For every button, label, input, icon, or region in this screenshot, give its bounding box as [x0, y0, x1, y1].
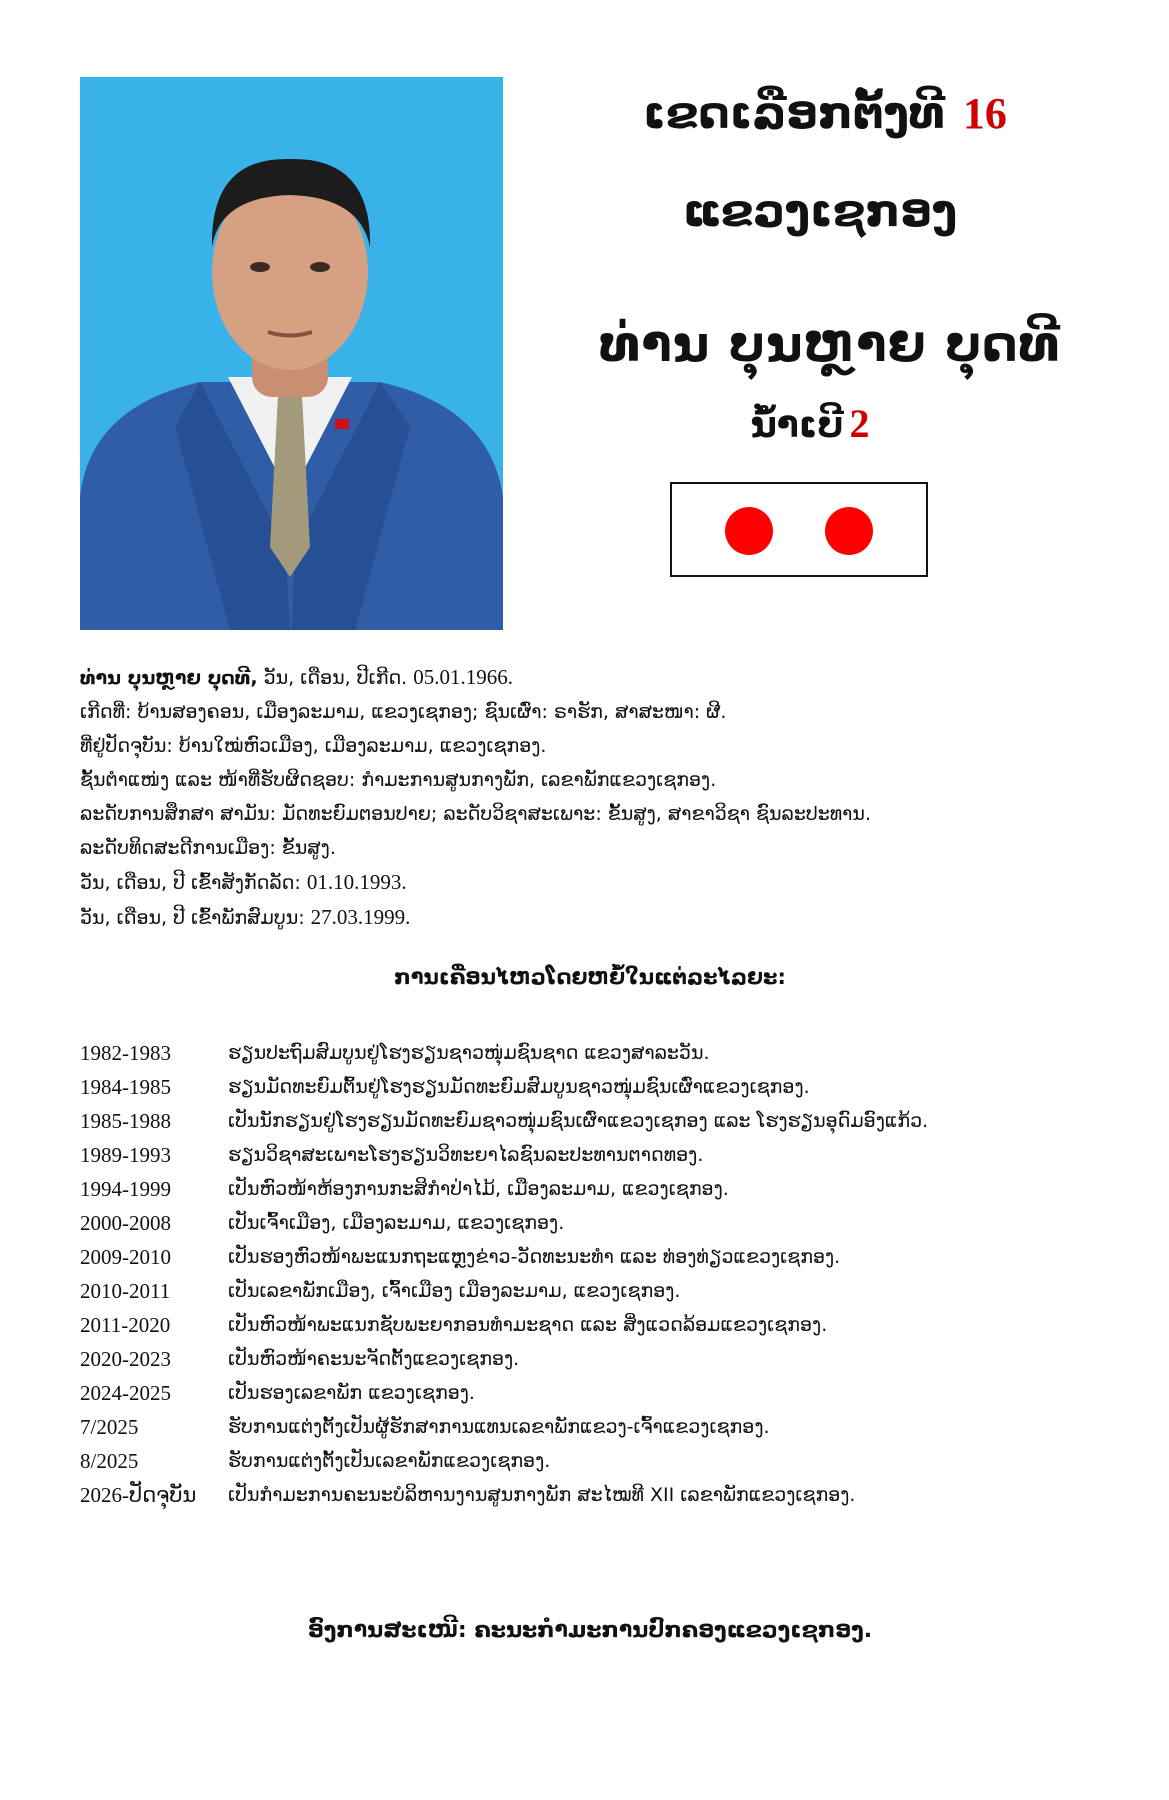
career-desc: ຮຽນມັດທະຍົມຕົ້ນຢູ່ໂຮງຮຽນມັດທະຍົມສົມບູນຊາວໜຸ່ມຊົນເຜົ່າແຂວງເຊກອງ.	[228, 1076, 810, 1098]
bio-line-7	[80, 865, 1100, 900]
career-period: 1994-1999	[80, 1176, 171, 1201]
bio-birth-label: ວັນ, ເດືອນ, ປີເກີດ.	[263, 667, 408, 689]
career-period: 1982-1983	[80, 1040, 171, 1065]
bio-state-date: 01.10.1993.	[306, 870, 407, 894]
career-desc: ເປັນຮອງຫົວໜ້າພະແນກຖະແຫຼງຂ່າວ-ວັດທະນະທໍາ ແລະ ທ່ອງທ່ຽວແຂວງເຊກອງ.	[228, 1246, 841, 1268]
career-period: 8/2025	[80, 1448, 139, 1473]
career-row	[80, 1206, 1130, 1240]
career-desc: ຮັບການແຕ່ງຕັ້ງເປັນເລຂາພັກແຂວງເຊກອງ.	[228, 1450, 551, 1472]
career-desc: ຮຽນປະຖົມສົມບູນຢູ່ໂຮງຮຽນຊາວໜຸ່ມຊົນຊາດ ແຂວງສາລະວັນ.	[228, 1042, 710, 1064]
career-desc: ເປັນກໍາມະການຄະນະບໍລິຫານງານສູນກາງພັກ ສະໄໝທີ XII ເລຂາພັກແຂວງເຊກອງ.	[228, 1484, 856, 1506]
career-row	[80, 1308, 1130, 1342]
career-period: 1985-1988	[80, 1108, 171, 1133]
career-period: 2024-2025	[80, 1380, 171, 1405]
career-period: 2026-ປັດຈຸບັນ	[80, 1482, 197, 1507]
bio-line-2: ເກີດທີ່: ບ້ານສອງຄອນ, ເມືອງລະມາມ, ແຂວງເຊກອງ; ຊົນເຜົ່າ: ຣາຮັກ, ສາສະໜາ: ຜີ.	[80, 701, 727, 723]
career-row	[80, 1410, 1130, 1444]
career-desc: ເປັນຫົວໜ້າຄະນະຈັດຕັ້ງແຂວງເຊກອງ.	[228, 1348, 520, 1370]
bio-line-4: ຊັ້ນຕໍາແໜ່ງ ແລະ ໜ້າທີ່ຮັບຜິດຊອບ: ກໍາມະການສູນກາງພັກ, ເລຂາພັກແຂວງເຊກອງ.	[80, 769, 717, 791]
career-row	[80, 1138, 1130, 1172]
district-label: ເຂດເລືອກຕັ້ງທີ	[643, 88, 945, 139]
ballot-symbol-box	[670, 482, 928, 577]
career-list	[80, 1036, 1130, 1512]
number-label: ນໍ້າເບີ	[750, 405, 844, 446]
career-period: 2010-2011	[80, 1278, 171, 1303]
bio-line-6: ລະດັບທິດສະດີການເມືອງ: ຂັ້ນສູງ.	[80, 837, 336, 859]
career-row	[80, 1478, 1130, 1512]
red-dot-1	[725, 507, 773, 555]
province-name: ແຂວງເຊກອງ	[682, 186, 958, 237]
bio-line-3: ທີ່ຢູ່ປັດຈຸບັນ: ບ້ານໃໝ່ຫົວເມືອງ, ເມືອງລະມາມ, ແຂວງເຊກອງ.	[80, 735, 547, 757]
bio-party-label: ວັນ, ເດືອນ, ປີ ເຂົ້າພັກສົມບູນ:	[80, 907, 305, 929]
candidate-name: ທ່ານ ບຸນຫຼາຍ ບຸດທີ	[599, 315, 1061, 373]
career-period: 2009-2010	[80, 1244, 171, 1269]
bio-party-date: 27.03.1999.	[310, 905, 411, 929]
biography	[80, 660, 1100, 935]
career-period: 1984-1985	[80, 1074, 171, 1099]
career-row	[80, 1036, 1130, 1070]
career-period: 7/2025	[80, 1414, 139, 1439]
career-row	[80, 1172, 1130, 1206]
candidate-photo	[80, 77, 503, 630]
district-number: 16	[962, 89, 1007, 138]
bio-line-1	[80, 660, 1100, 695]
career-row	[80, 1376, 1130, 1410]
career-row	[80, 1104, 1130, 1138]
career-row	[80, 1444, 1130, 1478]
career-period: 2011-2020	[80, 1312, 171, 1337]
career-desc: ເປັນຫົວໜ້າຫ້ອງການກະສິກໍາປ່າໄມ້, ເມືອງລະມາມ, ແຂວງເຊກອງ.	[228, 1178, 729, 1200]
career-desc: ເປັນເຈົ້າເມືອງ, ເມືອງລະມາມ, ແຂວງເຊກອງ.	[228, 1212, 565, 1234]
bio-line-5: ລະດັບການສຶກສາ ສາມັນ: ມັດທະຍົມຕອນປາຍ; ລະດັບວິຊາສະເພາະ: ຂັ້ນສູງ, ສາຂາວິຊາ ຊົນລະປະທານ.	[80, 803, 871, 825]
career-row	[80, 1070, 1130, 1104]
career-row	[80, 1274, 1130, 1308]
career-desc: ຮຽນວິຊາສະເພາະໂຮງຮຽນວິທະຍາໄລຊົນລະປະທານຕາດທອງ.	[228, 1144, 704, 1166]
bio-state-label: ວັນ, ເດືອນ, ປີ ເຂົ້າສັງກັດລັດ:	[80, 872, 301, 894]
career-row	[80, 1342, 1130, 1376]
career-title: ການເຄື່ອນໄຫວໂດຍຫຍໍ້ໃນແຕ່ລະໄລຍະ:	[394, 965, 786, 989]
bio-birth-date: 05.01.1966.	[413, 665, 514, 689]
electoral-district	[560, 88, 1090, 139]
career-desc: ເປັນຫົວໜ້າພະແນກຊັບພະຍາກອນທໍາມະຊາດ ແລະ ສິ່ງແວດລ້ອມແຂວງເຊກອງ.	[228, 1314, 828, 1336]
career-period: 2000-2008	[80, 1210, 171, 1235]
career-desc: ເປັນເລຂາພັກເມືອງ, ເຈົ້າເມືອງ ເມືອງລະມາມ, ແຂວງເຊກອງ.	[228, 1280, 681, 1302]
red-dot-2	[825, 507, 873, 555]
career-desc: ເປັນນັກຮຽນຢູ່ໂຮງຮຽນມັດທະຍົມຊາວໜຸ່ມຊົນເຜົ່າແຂວງເຊກອງ ແລະ ໂຮງຮຽນອຸດົມອົງແກ້ວ.	[228, 1110, 929, 1132]
candidate-number	[560, 400, 1060, 447]
bio-line-8	[80, 900, 1100, 935]
career-desc: ເປັນຮອງເລຂາພັກ ແຂວງເຊກອງ.	[228, 1382, 475, 1404]
number-value: 2	[849, 401, 870, 446]
career-period: 2020-2023	[80, 1346, 171, 1371]
bio-name: ທ່ານ ບຸນຫຼາຍ ບຸດທີ,	[80, 667, 258, 689]
career-row	[80, 1240, 1130, 1274]
career-period: 1989-1993	[80, 1142, 171, 1167]
career-desc: ຮັບການແຕ່ງຕັ້ງເປັນຜູ້ຮັກສາການແທນເລຂາພັກແຂວງ-ເຈົ້າແຂວງເຊກອງ.	[228, 1416, 770, 1438]
nominating-body: ອົງການສະເໜີ: ຄະນະກໍາມະການປົກຄອງແຂວງເຊກອງ.	[307, 1618, 873, 1643]
